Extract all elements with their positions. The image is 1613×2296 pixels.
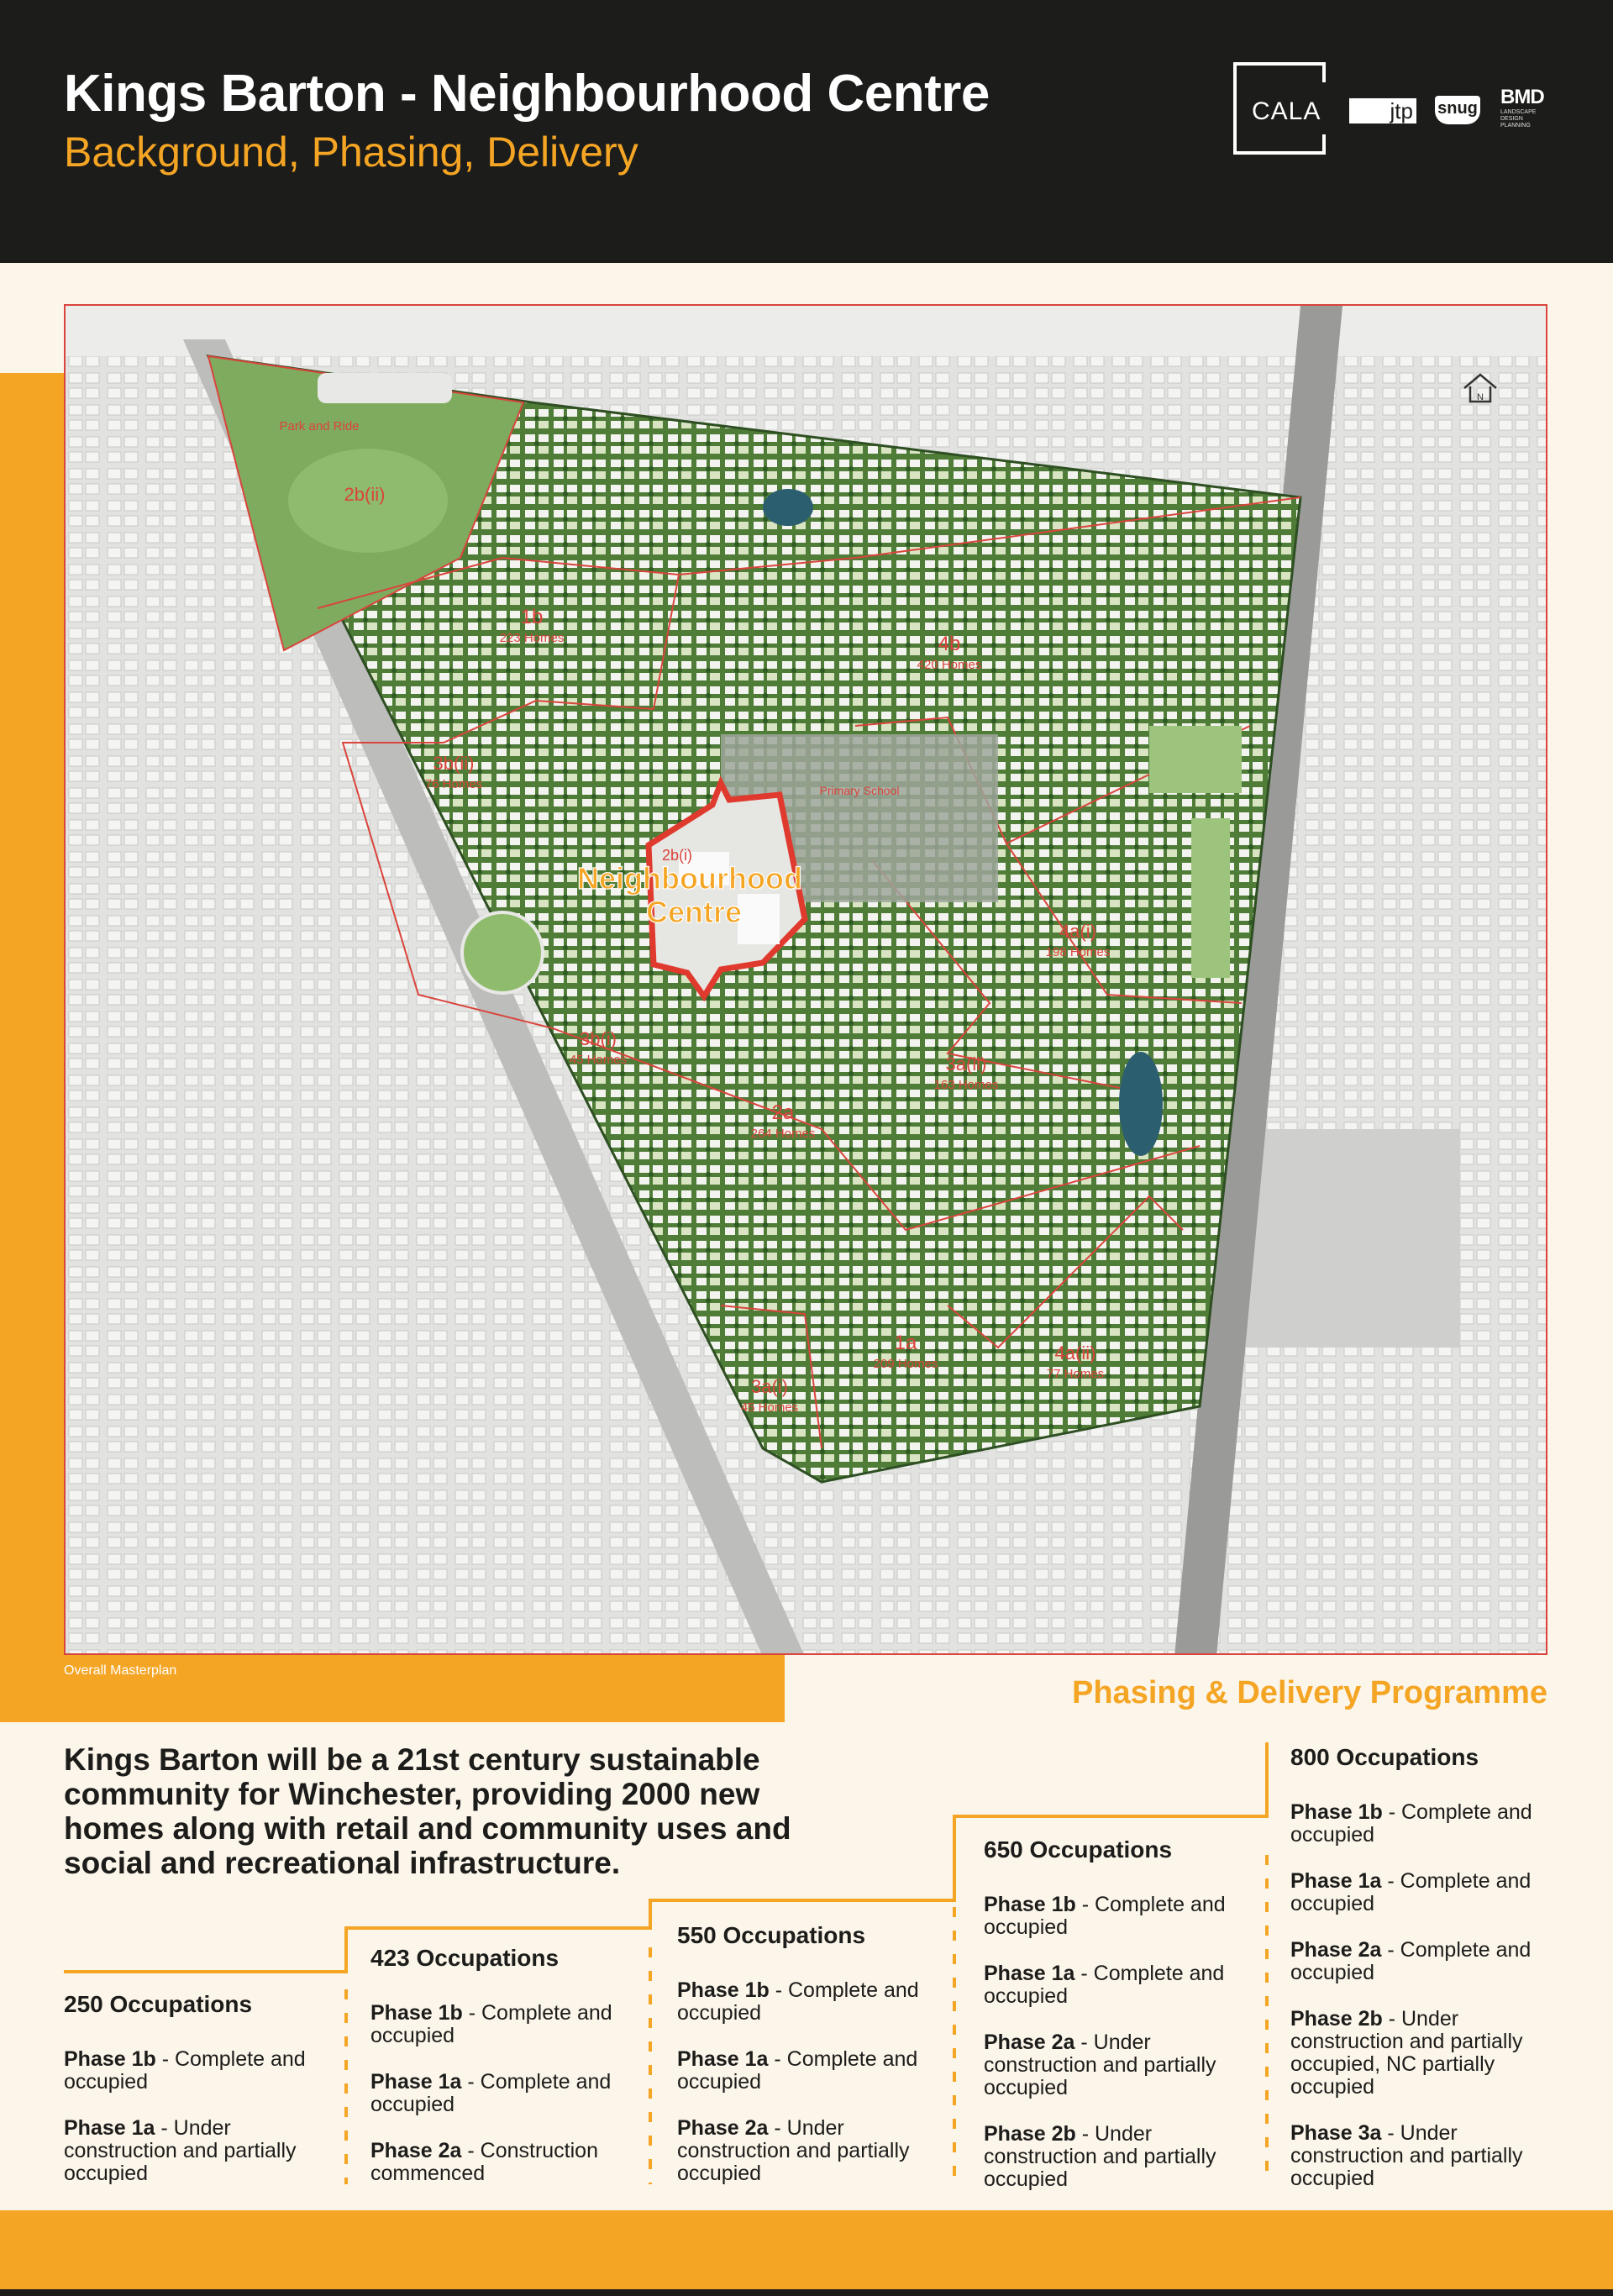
- masterplan-svg: [66, 306, 1547, 1655]
- phase-status: Complete and occupied: [677, 1978, 919, 2025]
- partner-logos: [1233, 62, 1553, 159]
- separator: -: [461, 2139, 481, 2162]
- central-green: [462, 912, 543, 993]
- phase-status-item: [64, 2048, 333, 2094]
- programme-intro: Kings Barton will be a 21st century sustainable community for Winchester, providing 2000 new homes along with retail and community uses and social and recreational infrastructure.: [64, 1742, 791, 1880]
- label-3b-i-homes: 45 Homes: [569, 1053, 628, 1067]
- label-primary-school: Primary School: [819, 784, 900, 797]
- label-1a: 1a: [894, 1332, 917, 1354]
- phase-status: Under construction and partially occupied: [984, 2122, 1216, 2191]
- column-heading: 250 Occupations: [64, 1991, 253, 2017]
- phase-status-item: [984, 2031, 1253, 2099]
- label-3b-ii-homes: 76 Homes: [424, 777, 483, 791]
- label-3a-ii: 3a(ii): [945, 1053, 987, 1074]
- phase-status: Complete and occupied: [984, 1962, 1225, 2008]
- phase-status: Construction commenced: [370, 2139, 598, 2185]
- label-nc-phase: 2b(i): [661, 847, 693, 864]
- header-banner: [0, 0, 1613, 263]
- phase-status: Complete and occupied: [370, 2070, 612, 2116]
- phase-name: Phase 1a: [64, 2116, 155, 2140]
- separator: -: [768, 2116, 787, 2140]
- phase-status: Complete and occupied: [1290, 1938, 1532, 1984]
- column-650: [984, 1836, 1253, 2215]
- phase-status: Complete and occupied: [64, 2047, 306, 2094]
- separator: -: [461, 2070, 481, 2094]
- phase-status-item: [1290, 2122, 1559, 2190]
- phase-name: Phase 1b: [984, 1893, 1076, 1916]
- separator: -: [1075, 2122, 1095, 2146]
- footer-bar: [0, 2210, 1613, 2289]
- sports-pitch: [1149, 726, 1242, 793]
- separator: -: [462, 2001, 481, 2025]
- cala-logo-text: CALA: [1252, 97, 1321, 125]
- column-423: [370, 1945, 639, 2209]
- phase-status-item: [370, 2140, 639, 2185]
- phase-status-item: [984, 2123, 1253, 2191]
- label-2a: 2a: [771, 1101, 795, 1124]
- phase-name: Phase 1a: [984, 1962, 1075, 1985]
- phase-name: Phase 1b: [1290, 1800, 1383, 1824]
- programme-title: Phasing & Delivery Programme: [1072, 1675, 1547, 1710]
- separator: -: [1381, 2121, 1400, 2145]
- phase-status-item: [677, 2117, 946, 2185]
- label-2a-homes: 264 Homes: [750, 1127, 816, 1141]
- masterplan-map: [64, 304, 1547, 1655]
- separator: -: [1382, 1800, 1401, 1824]
- label-4a-ii-homes: 77 Homes: [1046, 1367, 1105, 1381]
- label-3b-ii: 3b(ii): [433, 753, 475, 774]
- phase-name: Phase 2a: [984, 2031, 1075, 2054]
- pond-north: [763, 489, 813, 526]
- pond-south: [1119, 1052, 1163, 1156]
- separator: -: [155, 2116, 174, 2140]
- park-and-ride-carpark: [318, 373, 452, 403]
- phase-name: Phase 3a: [1290, 2121, 1382, 2145]
- phase-name: Phase 2b: [1290, 2007, 1383, 2031]
- separator: -: [768, 2047, 787, 2071]
- label-park-and-ride: Park and Ride: [279, 419, 360, 433]
- label-2b-ii: 2b(ii): [344, 484, 386, 505]
- jtp-logo: jtp: [1349, 98, 1416, 123]
- phase-status: Complete and occupied: [370, 2001, 612, 2047]
- label-4a-i-homes: 198 Homes: [1045, 945, 1111, 959]
- column-250: [64, 1991, 333, 2209]
- phase-status: Under construction and partially occupied: [984, 2031, 1216, 2099]
- phase-status: Under construction and partially occupied: [1290, 2121, 1523, 2190]
- label-4a-i: 4a(i): [1059, 921, 1097, 942]
- map-caption: Overall Masterplan: [64, 1663, 177, 1678]
- bmd-logo: BMD: [1500, 86, 1544, 108]
- separator: -: [1075, 1893, 1095, 1916]
- label-3a-i-homes: 45 Homes: [740, 1400, 799, 1415]
- phase-status-item: [984, 1894, 1253, 1939]
- phase-name: Phase 1b: [370, 2001, 463, 2025]
- separator: -: [769, 1978, 788, 2002]
- label-1b-homes: 223 Homes: [499, 631, 565, 645]
- label-4b-homes: 420 Homes: [917, 658, 982, 672]
- column-heading: 550 Occupations: [677, 1922, 866, 1948]
- phase-status: Under construction and partially occupied: [677, 2116, 910, 2185]
- label-3a-i: 3a(i): [750, 1376, 789, 1397]
- separator: -: [1381, 1938, 1400, 1962]
- phase-status-item: [1290, 1801, 1559, 1847]
- phase-name: Phase 1a: [677, 2047, 769, 2071]
- phase-status-item: [677, 2048, 946, 2094]
- phase-status-item: [370, 2002, 639, 2047]
- phase-name: Phase 2a: [370, 2139, 462, 2162]
- phase-status: Complete and occupied: [1290, 1800, 1532, 1847]
- label-4a-ii: 4a(ii): [1054, 1342, 1096, 1363]
- column-heading: 650 Occupations: [984, 1836, 1173, 1863]
- phase-name: Phase 2a: [677, 2116, 769, 2140]
- column-550: [677, 1922, 946, 2209]
- phase-status-item: [1290, 2008, 1559, 2099]
- column-800: [1290, 1744, 1559, 2214]
- phase-name: Phase 2a: [1290, 1938, 1382, 1962]
- separator: -: [1381, 1869, 1400, 1893]
- page-subtitle: Background, Phasing, Delivery: [64, 129, 638, 176]
- phase-status-item: [1290, 1939, 1559, 1984]
- separator: -: [1074, 1962, 1094, 1985]
- phase-status-item: [677, 1979, 946, 2025]
- label-1a-homes: 209 Homes: [873, 1357, 938, 1371]
- phase-status: Complete and occupied: [677, 2047, 918, 2094]
- phase-name: Phase 1a: [1290, 1869, 1382, 1893]
- phase-status-item: [370, 2071, 639, 2116]
- phase-status-item: [1290, 1870, 1559, 1915]
- phase-status-item: [64, 2117, 333, 2185]
- label-nc-line2: Centre: [645, 895, 743, 929]
- snug-logo: snug: [1435, 96, 1480, 124]
- phase-name: Phase 1a: [370, 2070, 462, 2094]
- phase-name: Phase 2b: [984, 2122, 1076, 2146]
- phase-status-item: [984, 1962, 1253, 2008]
- phase-status: Under construction and partially occupied, NC partially occupied: [1290, 2007, 1523, 2099]
- north-label: N: [1477, 392, 1484, 402]
- label-1b: 1b: [520, 606, 544, 628]
- column-heading: 800 Occupations: [1290, 1744, 1479, 1770]
- label-3a-ii-homes: 163 Homes: [933, 1078, 999, 1092]
- phase-status: Complete and occupied: [984, 1893, 1226, 1939]
- bmd-logo-subtitle: LANDSCAPE DESIGN PLANNING: [1500, 109, 1537, 129]
- accent-bar-left: [0, 373, 64, 1722]
- phase-name: Phase 1b: [677, 1978, 770, 2002]
- separator: -: [1382, 2007, 1401, 2031]
- label-3b-i: 3b(i): [579, 1028, 617, 1049]
- cala-logo: [1233, 62, 1326, 155]
- phase-status: Complete and occupied: [1290, 1869, 1532, 1915]
- footer-strip: [0, 2289, 1613, 2296]
- label-nc-line1: Neighbourhood: [577, 861, 802, 896]
- sports-strip: [1191, 818, 1230, 978]
- page-title: Kings Barton - Neighbourhood Centre: [64, 65, 990, 123]
- separator: -: [1074, 2031, 1094, 2054]
- nc-building-b: [738, 894, 780, 944]
- phase-name: Phase 1b: [64, 2047, 156, 2071]
- separator: -: [155, 2047, 175, 2071]
- phase-status: Under construction and partially occupied: [64, 2116, 297, 2185]
- column-heading: 423 Occupations: [370, 1945, 560, 1971]
- label-4b: 4b: [938, 633, 961, 655]
